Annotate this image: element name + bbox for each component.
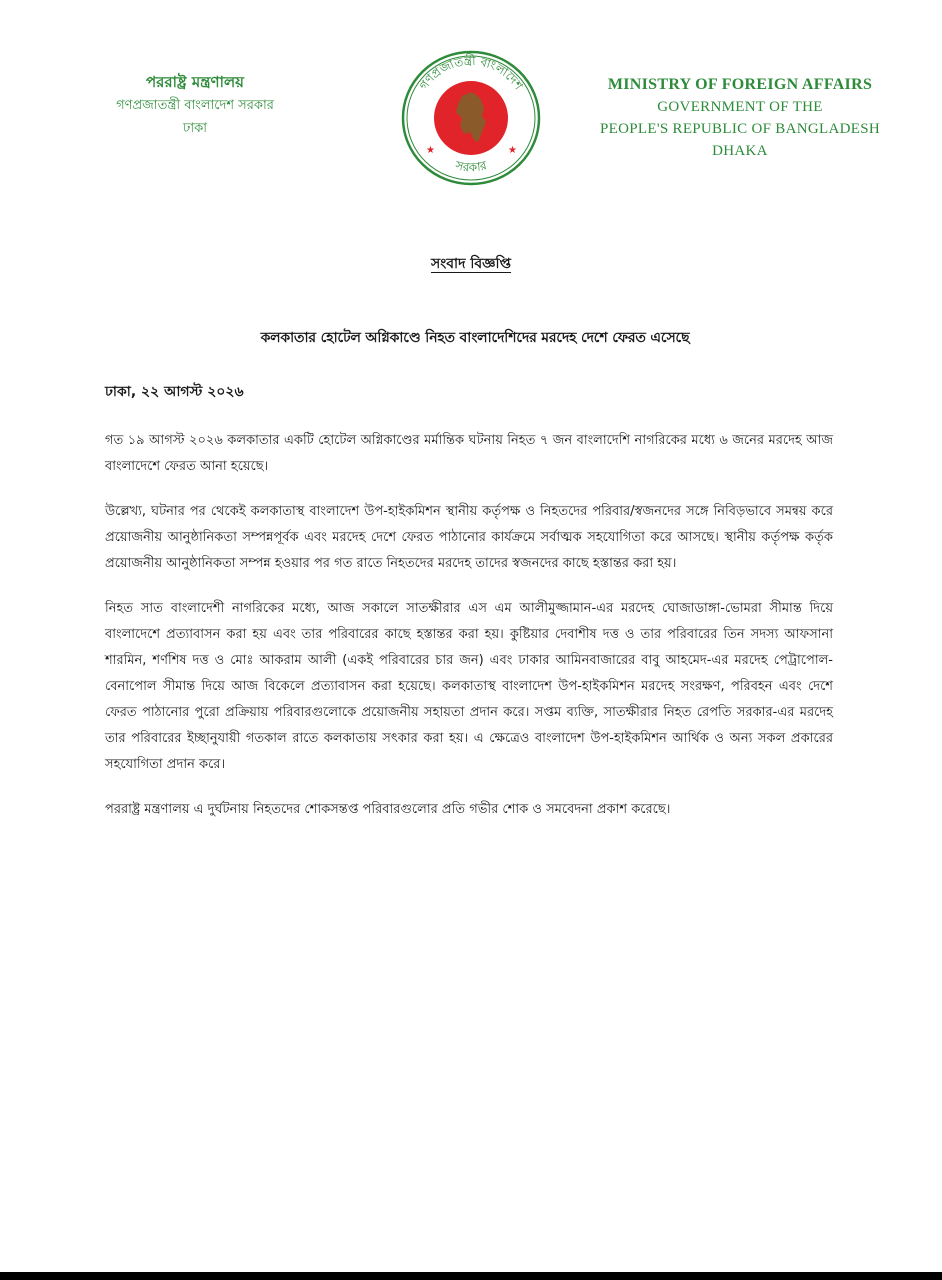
- dateline: ঢাকা, ২২ আগস্ট ২০২৬: [105, 384, 244, 400]
- press-release-headline: কলকাতার হোটেল অগ্নিকাণ্ডে নিহত বাংলাদেশিদের মরদেহ দেশে ফেরত এসেছে: [260, 330, 690, 346]
- seal-top-text: গণপ্রজাতন্ত্রী বাংলাদেশ: [416, 53, 526, 93]
- ministry-name-bangla: পররাষ্ট্র মন্ত্রণালয়: [146, 73, 244, 91]
- government-name-english: GOVERNMENT OF THE: [657, 99, 823, 115]
- city-name-english: DHAKA: [712, 143, 768, 159]
- seal-star-left-icon: ★: [426, 145, 435, 156]
- government-name-bangla: গণপ্রজাতন্ত্রী বাংলাদেশ সরকার: [116, 98, 274, 113]
- body-paragraph: নিহত সাত বাংলাদেশী নাগরিকের মধ্যে, আজ সকালে সাতক্ষীরার এস এম আলীমুজ্জামান-এর মরদেহ ঘোজাডাঙ্গা-ভোমরা সীমান্ত দিয়ে বাংলাদেশে প্রত্যাবাসন করা হয় এবং তার পরিবারের কাছে হস্তান্তর করা হয়। কুষ্টিয়ার দেবাশীষ দত্ত ও তার পরিবারের তিন সদস্য আফসানা শারমিন, শর্ণশিষ দত্ত ও মোঃ আকরাম আলী (একই পরিবারের চার জন) এবং ঢাকার আমিনবাজারের বাবু আহমেদ-এর মরদেহ পেট্রাপোল-বেনাপোল সীমান্ত দিয়ে আজ বিকেলে প্রত্যাবাসন করা হয়েছে। কলকাতাস্থ বাংলাদেশ উপ-হাইকমিশন মরদেহ সংরক্ষণ, পরিবহন এবং দেশে ফেরত পাঠানোর পুরো প্রক্রিয়ায় পরিবারগুলোকে প্রয়োজনীয় সহায়তা প্রদান করে। সপ্তম ব্যক্তি, সাতক্ষীরার নিহত রেপতি সরকার-এর মরদেহ তার পরিবারের ইচ্ছানুযায়ী গতকাল রাতে কলকাতায় সৎকার করা হয়। এ ক্ষেত্রেও বাংলাদেশ উপ-হাইকমিশন আর্থিক ও অন্য সকল প্রকারের সহযোগিতা প্রদান করে।: [105, 601, 833, 772]
- body-paragraph: পররাষ্ট্র মন্ত্রণালয় এ দুর্ঘটনায় নিহতদের শোকসন্তপ্ত পরিবারগুলোর প্রতি গভীর শোক ও সমবেদনা প্রকাশ করেছে।: [105, 802, 671, 817]
- body-paragraph: উল্লেখ্য, ঘটনার পর থেকেই কলকাতাস্থ বাংলাদেশ উপ-হাইকমিশন স্থানীয় কর্তৃপক্ষ ও নিহতদের পরিবার/স্বজনদের সঙ্গে নিবিড়ভাবে সমন্বয় করে প্রয়োজনীয় আনুষ্ঠানিকতা সম্পন্নপূর্বক এবং মরদেহ দেশে ফেরত পাঠানোর কার্যক্রমে সর্বাত্মক সহযোগিতা করে আসছে। স্থানীয় কর্তৃপক্ষ কর্তৃক প্রয়োজনীয় আনুষ্ঠানিকতা সম্পন্ন হওয়ার পর গত রাতে নিহতদের মরদেহ তাদের স্বজনদের কাছে হস্তান্তর করা হয়।: [105, 504, 833, 571]
- ministry-name-english: MINISTRY OF FOREIGN AFFAIRS: [607, 76, 873, 93]
- city-name-bangla: ঢাকা: [183, 121, 207, 136]
- letterhead-right: [570, 74, 910, 162]
- seal-bottom-text: সরকার: [453, 158, 489, 175]
- government-seal-icon: [396, 46, 546, 186]
- letterhead-left: [60, 70, 330, 140]
- seal-star-right-icon: ★: [508, 145, 517, 156]
- republic-name-english: PEOPLE'S REPUBLIC OF BANGLADESH: [600, 121, 880, 137]
- bottom-edge-bar: [0, 1272, 942, 1280]
- document-type-heading: সংবাদ বিজ্ঞপ্তি: [430, 256, 512, 272]
- body-paragraph: গত ১৯ আগস্ট ২০২৬ কলকাতার একটি হোটেল অগ্নিকাণ্ডের মর্মান্তিক ঘটনায় নিহত ৭ জন বাংলাদেশি নাগরিকের মধ্যে ৬ জনের মরদেহ আজ বাংলাদেশে ফেরত আনা হয়েছে।: [105, 433, 833, 474]
- press-release-body: [105, 428, 833, 842]
